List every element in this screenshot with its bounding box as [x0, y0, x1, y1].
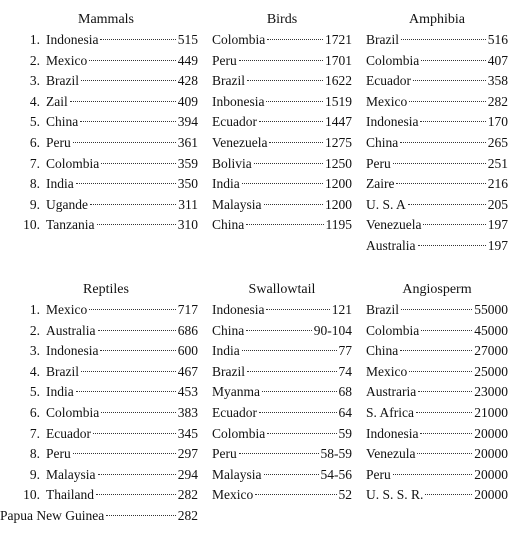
list-item [212, 424, 352, 445]
dot-leader [409, 371, 472, 372]
country-name: Peru [46, 134, 71, 150]
dot-leader [401, 309, 472, 310]
list-item [366, 321, 508, 342]
species-count: 409 [177, 93, 198, 109]
dot-leader [418, 391, 472, 392]
species-count: 1275 [325, 134, 352, 150]
country-name: Brazil [212, 73, 245, 89]
mammals-list [14, 30, 198, 236]
country-name: Papua New Guinea [0, 507, 105, 523]
list-item [212, 133, 352, 154]
species-count: 170 [487, 114, 508, 130]
country-name: Indonesia [46, 343, 99, 359]
list-item [14, 485, 198, 506]
country-name: China [366, 134, 399, 150]
list-item [212, 382, 352, 403]
country-name: China [46, 114, 79, 130]
list-item [366, 424, 508, 445]
list-item [212, 51, 352, 72]
species-count: 23000 [474, 384, 508, 400]
country-name: U. S. A [366, 196, 406, 212]
dot-leader [89, 309, 176, 310]
list-item [212, 444, 352, 465]
list-item [212, 215, 352, 236]
dot-leader [266, 309, 329, 310]
dot-leader [81, 80, 176, 81]
country-name: India [212, 343, 240, 359]
rank-number: 6. [29, 134, 40, 150]
list-item [212, 30, 352, 51]
angiosperm-title: Angiosperm [402, 282, 472, 297]
country-name: China [212, 322, 245, 338]
list-item [212, 195, 352, 216]
dot-leader [73, 453, 176, 454]
dot-leader [98, 330, 176, 331]
list-item [366, 154, 508, 175]
country-name: Brazil [366, 32, 399, 47]
country-name: Peru [366, 466, 391, 482]
species-count: 77 [338, 343, 352, 359]
country-name: Mexico [366, 363, 408, 379]
country-name: Colombia [366, 52, 420, 68]
list-item [14, 424, 198, 445]
list-item [366, 236, 508, 257]
list-item [212, 92, 352, 113]
rank-number: 10. [23, 217, 40, 233]
country-name: Ecuador [366, 73, 411, 89]
species-count: 297 [177, 446, 198, 462]
list-item [14, 444, 198, 465]
dot-leader [418, 245, 486, 246]
species-count: 1195 [325, 217, 352, 233]
dot-leader [246, 330, 312, 331]
species-count: 686 [177, 322, 198, 338]
list-item [366, 465, 508, 486]
country-name: Australia [46, 322, 96, 338]
list-item [366, 92, 508, 113]
birds-title: Birds [266, 12, 298, 27]
species-count: 310 [177, 217, 198, 233]
rank-number: 10. [23, 487, 40, 503]
species-count: 383 [177, 404, 198, 420]
mammals-block [14, 10, 198, 236]
dot-leader [80, 121, 176, 122]
country-name: Peru [366, 155, 391, 171]
swallowtail-block [212, 280, 352, 506]
list-item [14, 133, 198, 154]
rank-number: 9. [29, 196, 40, 212]
species-count: 516 [487, 32, 508, 47]
species-count: 515 [177, 32, 198, 47]
list-item [14, 321, 198, 342]
country-name: Austraria [366, 384, 417, 400]
list-item [366, 382, 508, 403]
list-item [366, 300, 508, 321]
dot-leader [98, 474, 176, 475]
species-count: 205 [487, 196, 508, 212]
species-count: 361 [177, 134, 198, 150]
country-name: Mexico [212, 487, 254, 503]
species-count: 55000 [474, 302, 508, 317]
list-item [212, 112, 352, 133]
dot-leader [101, 412, 176, 413]
list-item [366, 112, 508, 133]
species-count: 311 [178, 196, 198, 212]
dot-leader [97, 224, 176, 225]
species-count: 428 [177, 73, 198, 89]
list-item [14, 382, 198, 403]
rank-number: 5. [29, 384, 40, 400]
country-name: China [366, 343, 399, 359]
list-item [14, 51, 198, 72]
list-item [366, 133, 508, 154]
species-count: 251 [487, 155, 508, 171]
country-name: Indonesia [46, 32, 99, 47]
species-count: 216 [487, 176, 508, 192]
country-name: Peru [212, 446, 237, 462]
dot-leader [76, 391, 176, 392]
dot-leader [421, 60, 486, 61]
rank-number: 7. [29, 155, 40, 171]
reptiles-title: Reptiles [83, 282, 129, 297]
country-name: Brazil [212, 363, 245, 379]
rank-number: 9. [29, 466, 40, 482]
dot-leader [101, 163, 176, 164]
species-count: 58-59 [320, 446, 352, 462]
dot-leader [81, 371, 176, 372]
dot-leader [267, 433, 336, 434]
list-item [366, 215, 508, 236]
dot-leader [266, 101, 323, 102]
country-name: Colombia [212, 425, 266, 441]
species-count: 45000 [474, 322, 508, 338]
country-name: Tanzania [46, 217, 95, 233]
country-name: Inbonesia [212, 93, 265, 109]
birds-list [212, 30, 352, 236]
dot-leader [421, 330, 472, 331]
dot-leader [259, 412, 337, 413]
country-name: Venezula [366, 446, 416, 462]
list-item [212, 403, 352, 424]
list-item [366, 362, 508, 383]
species-count: 394 [177, 114, 198, 130]
country-name: Indonesia [366, 425, 419, 441]
country-name: Ecuador [46, 425, 91, 441]
list-item [212, 174, 352, 195]
list-item [366, 403, 508, 424]
dot-leader [106, 515, 176, 516]
country-name: China [212, 217, 245, 233]
dot-leader [73, 142, 176, 143]
list-item [14, 71, 198, 92]
country-name: Mexico [46, 52, 88, 68]
dot-leader [70, 101, 176, 102]
birds-block [212, 10, 352, 236]
rank-number: 2. [29, 322, 40, 338]
species-count: 27000 [474, 343, 508, 359]
species-count: 717 [177, 302, 198, 317]
dot-leader [400, 142, 486, 143]
dot-leader [239, 60, 323, 61]
country-name: Mexico [46, 302, 88, 317]
country-name: Myanma [212, 384, 260, 400]
dot-leader [246, 224, 323, 225]
dot-leader [255, 494, 336, 495]
dot-leader [239, 453, 319, 454]
species-count: 197 [487, 237, 508, 253]
rank-number: 5. [29, 114, 40, 130]
species-count: 90-104 [313, 322, 352, 338]
species-count: 21000 [474, 404, 508, 420]
country-name: Venezuela [212, 134, 268, 150]
dot-leader [400, 350, 472, 351]
species-count: 345 [177, 425, 198, 441]
country-name: Ecuador [212, 404, 257, 420]
angiosperm-list [366, 300, 508, 506]
country-name: Peru [46, 446, 71, 462]
country-name: Thailand [46, 487, 94, 503]
dot-leader [417, 453, 472, 454]
list-item [212, 300, 352, 321]
list-item [212, 465, 352, 486]
list-item [14, 195, 198, 216]
country-name: Australia [366, 237, 416, 253]
country-name: Colombia [212, 32, 266, 47]
country-name: Brazil [46, 363, 79, 379]
country-name: Bolivia [212, 155, 252, 171]
dot-leader [267, 39, 323, 40]
dot-leader [259, 121, 323, 122]
species-count: 350 [177, 176, 198, 192]
species-count: 600 [177, 343, 198, 359]
swallowtail-list [212, 300, 352, 506]
country-name: Ecuador [212, 114, 257, 130]
rank-number: 7. [29, 425, 40, 441]
species-count: 74 [338, 363, 352, 379]
species-count: 265 [487, 134, 508, 150]
species-count: 1622 [325, 73, 352, 89]
dot-leader [408, 204, 486, 205]
species-count: 52 [338, 487, 352, 503]
dot-leader [242, 183, 323, 184]
species-count: 68 [338, 384, 352, 400]
country-name: Malaysia [46, 466, 96, 482]
species-count: 282 [177, 507, 198, 523]
rank-number: 2. [29, 52, 40, 68]
list-item [14, 403, 198, 424]
species-count: 1721 [325, 32, 352, 47]
dot-leader [247, 80, 323, 81]
country-name: Mexico [366, 93, 408, 109]
species-count: 197 [487, 217, 508, 233]
species-count: 1701 [325, 52, 352, 68]
rank-number: 8. [29, 176, 40, 192]
amphibia-title: Amphibia [409, 12, 465, 27]
country-name: S. Africa [366, 404, 414, 420]
dot-leader [264, 474, 319, 475]
rank-number: 1. [29, 32, 40, 47]
country-name: Brazil [46, 73, 79, 89]
list-item [366, 30, 508, 51]
dot-leader [416, 412, 472, 413]
dot-leader [100, 350, 175, 351]
rank-number: 3. [29, 343, 40, 359]
species-count: 1447 [325, 114, 352, 130]
dot-leader [254, 163, 323, 164]
dot-leader [269, 142, 323, 143]
dot-leader [401, 39, 486, 40]
list-item [212, 341, 352, 362]
species-count: 1250 [325, 155, 352, 171]
list-item [14, 300, 198, 321]
list-item [212, 362, 352, 383]
country-name: Colombia [46, 155, 100, 171]
dot-leader [242, 350, 337, 351]
dot-leader [262, 391, 337, 392]
country-name: Indonesia [212, 302, 265, 317]
list-item [14, 92, 198, 113]
amphibia-list [366, 30, 508, 257]
amphibia-block [366, 10, 508, 257]
rank-number: 1. [29, 302, 40, 317]
species-count: 54-56 [320, 466, 352, 482]
dot-leader [396, 183, 485, 184]
list-item [212, 485, 352, 506]
list-item [366, 485, 508, 506]
dot-leader [409, 101, 486, 102]
swallowtail-title: Swallowtail [248, 282, 316, 297]
country-name: Brazil [366, 302, 399, 317]
species-count: 20000 [474, 466, 508, 482]
dot-leader [93, 433, 176, 434]
country-name: Venezuela [366, 217, 422, 233]
dot-leader [89, 60, 176, 61]
species-count: 282 [487, 93, 508, 109]
dot-leader [413, 80, 486, 81]
species-count: 294 [177, 466, 198, 482]
country-name: India [212, 176, 240, 192]
list-item [366, 444, 508, 465]
dot-leader [264, 204, 324, 205]
species-count: 453 [177, 384, 198, 400]
species-count: 1200 [325, 196, 352, 212]
dot-leader [76, 183, 176, 184]
country-name: Colombia [366, 322, 420, 338]
country-name: Zaire [366, 176, 395, 192]
country-name: Zail [46, 93, 68, 109]
rank-number: 4. [29, 363, 40, 379]
list-item [366, 51, 508, 72]
dot-leader [393, 163, 486, 164]
dot-leader [100, 39, 175, 40]
species-count: 449 [177, 52, 198, 68]
species-count: 1519 [325, 93, 352, 109]
dot-leader [393, 474, 473, 475]
country-name: Peru [212, 52, 237, 68]
list-item [366, 71, 508, 92]
list-item [212, 321, 352, 342]
list-item [14, 341, 198, 362]
list-item [212, 71, 352, 92]
country-name: Colombia [46, 404, 100, 420]
dot-leader [425, 494, 472, 495]
species-count: 64 [338, 404, 352, 420]
species-count: 282 [177, 487, 198, 503]
rank-number: 4. [29, 93, 40, 109]
species-count: 467 [177, 363, 198, 379]
angiosperm-block [366, 280, 508, 506]
list-item [212, 154, 352, 175]
list-item [366, 195, 508, 216]
dot-leader [90, 204, 176, 205]
list-item-extra [0, 506, 198, 527]
mammals-title: Mammals [78, 12, 134, 27]
list-item [14, 362, 198, 383]
rank-number: 6. [29, 404, 40, 420]
reptiles-block [0, 280, 198, 527]
species-count: 359 [177, 155, 198, 171]
species-count: 59 [338, 425, 352, 441]
country-name: Malaysia [212, 196, 262, 212]
list-item [14, 154, 198, 175]
species-count: 20000 [474, 487, 508, 503]
rank-number: 3. [29, 73, 40, 89]
dot-leader [423, 224, 485, 225]
species-count: 1200 [325, 176, 352, 192]
country-name: Ugande [46, 196, 88, 212]
country-name: India [46, 384, 74, 400]
country-name: Indonesia [366, 114, 419, 130]
species-count: 20000 [474, 446, 508, 462]
country-name: U. S. S. R. [366, 487, 424, 503]
list-item [366, 341, 508, 362]
list-item [14, 112, 198, 133]
list-item [14, 465, 198, 486]
reptiles-list [0, 300, 198, 527]
list-item [366, 174, 508, 195]
species-count: 407 [487, 52, 508, 68]
dot-leader [96, 494, 176, 495]
dot-leader [247, 371, 337, 372]
country-name: India [46, 176, 74, 192]
species-count: 121 [331, 302, 352, 317]
dot-leader [420, 121, 485, 122]
rank-number: 8. [29, 446, 40, 462]
species-count: 25000 [474, 363, 508, 379]
list-item [14, 174, 198, 195]
species-count: 358 [487, 73, 508, 89]
dot-leader [420, 433, 472, 434]
list-item [14, 215, 198, 236]
country-name: Malaysia [212, 466, 262, 482]
species-count: 20000 [474, 425, 508, 441]
list-item [14, 30, 198, 51]
